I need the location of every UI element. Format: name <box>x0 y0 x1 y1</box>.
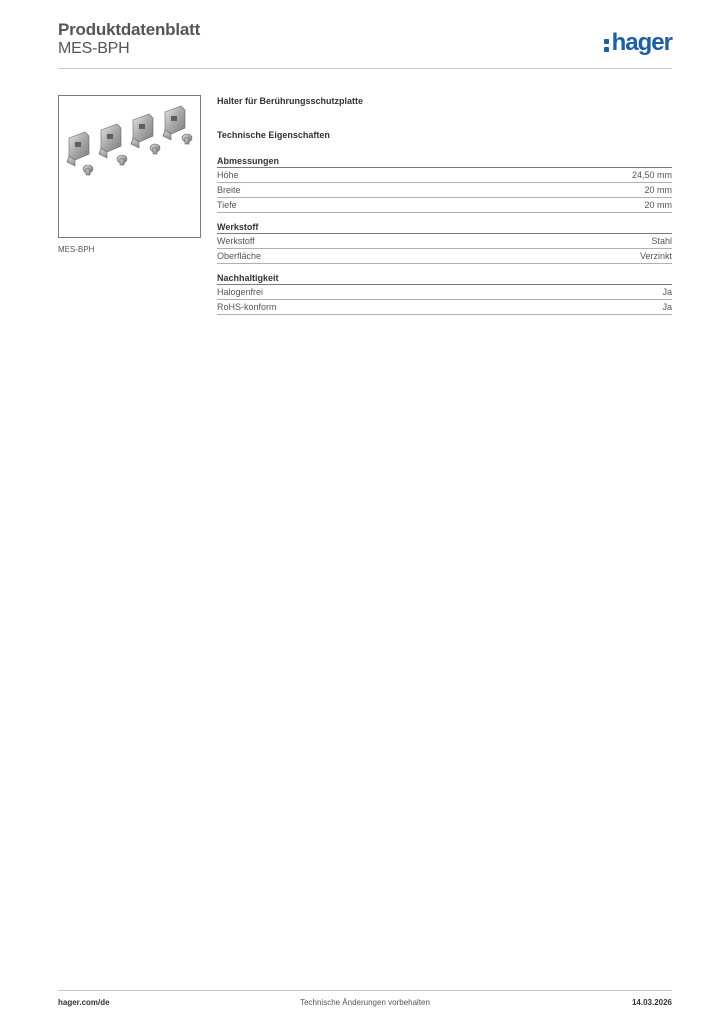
property-value: Ja <box>662 287 672 297</box>
property-row <box>217 249 672 264</box>
document-subtitle: MES-BPH <box>58 40 130 57</box>
footer-divider <box>58 990 672 991</box>
product-details <box>217 96 672 324</box>
property-group-werkstoff <box>217 222 672 264</box>
property-value: 20 mm <box>644 200 672 210</box>
property-row <box>217 300 672 315</box>
property-label: Halogenfrei <box>217 287 264 297</box>
property-row <box>217 234 672 249</box>
property-label: Werkstoff <box>217 236 255 246</box>
page-header <box>58 20 672 68</box>
property-value: 24,50 mm <box>631 170 672 180</box>
bracket-set-image <box>59 96 200 237</box>
logo-dots-icon <box>604 36 610 52</box>
group-title: Werkstoff <box>217 222 259 232</box>
header-divider <box>58 68 672 69</box>
section-title: Technische Eigenschaften <box>217 130 330 140</box>
product-image <box>58 95 201 238</box>
property-label: RoHS-konform <box>217 302 277 312</box>
group-title: Abmessungen <box>217 156 280 166</box>
property-label: Breite <box>217 185 241 195</box>
property-row <box>217 168 672 183</box>
property-label: Oberfläche <box>217 251 262 261</box>
footer-notice: Technische Änderungen vorbehalten <box>300 998 430 1007</box>
product-name: Halter für Berührungsschutzplatte <box>217 96 364 106</box>
image-caption: MES-BPH <box>58 245 95 254</box>
logo-text: hager <box>611 29 672 56</box>
hager-logo <box>604 30 672 56</box>
footer-website-link[interactable]: hager.com/de <box>58 998 110 1007</box>
group-title: Nachhaltigkeit <box>217 273 279 283</box>
property-value: Ja <box>662 302 672 312</box>
property-label: Tiefe <box>217 200 237 210</box>
property-group-nachhaltigkeit <box>217 273 672 315</box>
property-value: Verzinkt <box>639 251 672 261</box>
property-row <box>217 198 672 213</box>
footer-date: 14.03.2026 <box>631 998 672 1007</box>
property-value: 20 mm <box>644 185 672 195</box>
property-row <box>217 285 672 300</box>
property-group-abmessungen <box>217 156 672 213</box>
property-value: Stahl <box>651 236 672 246</box>
property-row <box>217 183 672 198</box>
property-label: Höhe <box>217 170 239 180</box>
document-title: Produktdatenblatt <box>58 20 201 39</box>
